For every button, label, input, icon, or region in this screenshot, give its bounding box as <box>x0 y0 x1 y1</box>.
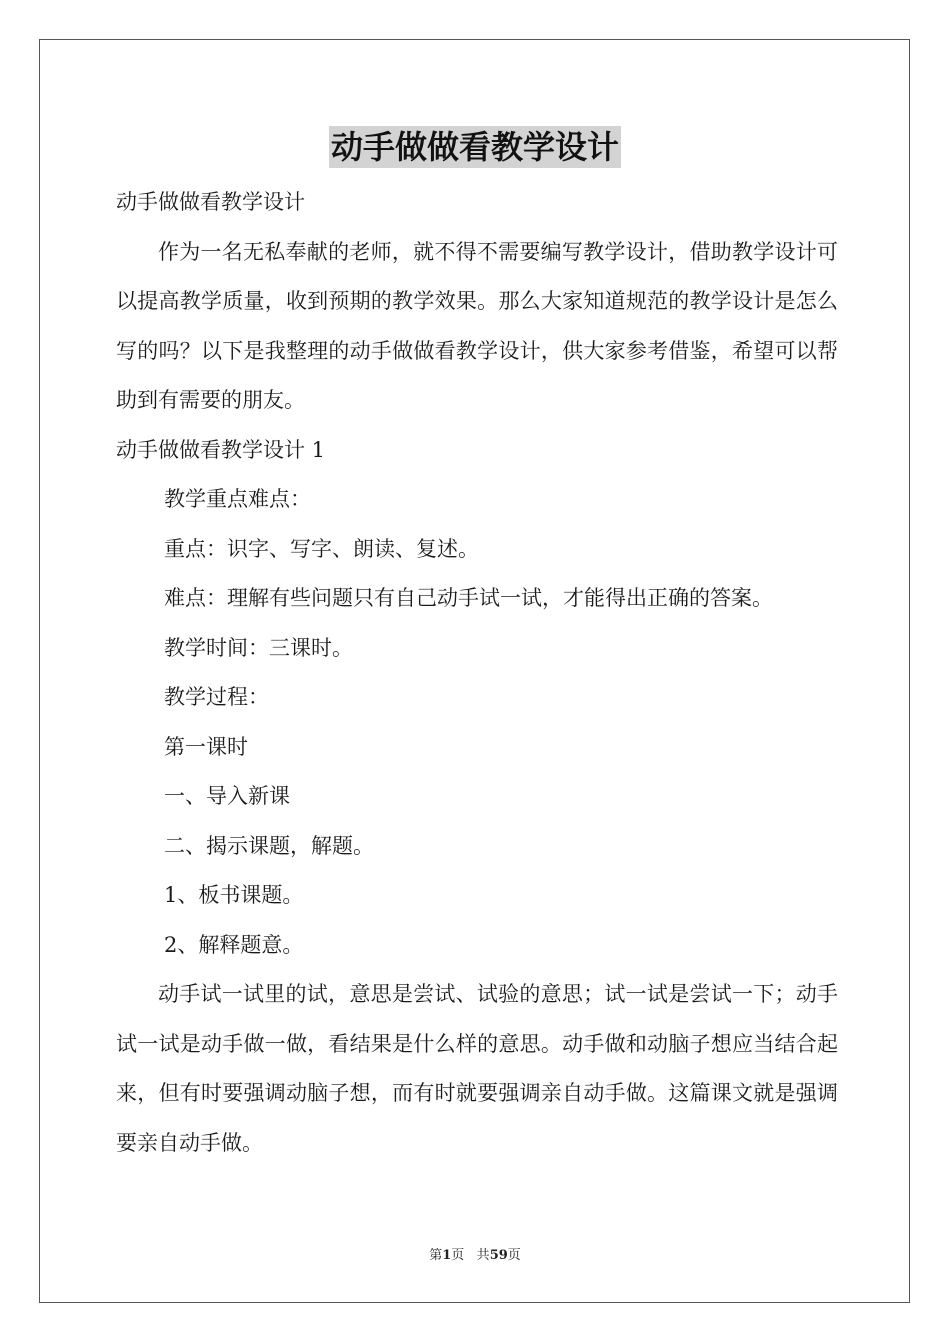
section-heading: 动手做做看教学设计 1 <box>116 437 326 462</box>
footer-page-number: 1 <box>442 1248 452 1263</box>
footer-prefix: 第 <box>429 1248 443 1263</box>
text-line: 难点：理解有些问题只有自己动手试一试，才能得出正确的答案。 <box>164 586 773 610</box>
footer-total-prefix: 共 <box>476 1248 490 1263</box>
document-title: 动手做做看教学设计 <box>330 128 619 166</box>
text-line: 重点：识字、写字、朗读、复述。 <box>164 536 479 561</box>
text-line: 一、导入新课 <box>164 784 290 808</box>
document-subtitle: 动手做做看教学设计 <box>116 190 305 214</box>
footer-page-suffix: 页 <box>451 1248 465 1263</box>
text-line: 教学时间：三课时。 <box>164 635 353 660</box>
footer-total-suffix: 页 <box>507 1248 521 1263</box>
text-line: 2、解释题意。 <box>164 932 304 957</box>
document-body <box>116 178 838 1168</box>
footer-total-pages: 59 <box>489 1248 508 1263</box>
title-area <box>0 126 950 168</box>
intro-paragraph: 作为一名无私奉献的老师，就不得不需要编写教学设计，借助教学设计可以提高教学质量，收到预期的教学效果。那么大家知道规范的教学设计是怎么写的吗？以下是我整理的动手做做看教学设计，供大家参考借鉴，希望可以帮助到有需要的朋友。 <box>116 239 838 412</box>
text-line: 第一课时 <box>164 734 248 759</box>
text-line: 教学重点难点： <box>164 487 311 511</box>
page-footer <box>0 1246 950 1266</box>
text-line: 1、板书课题。 <box>164 883 304 907</box>
text-line: 教学过程： <box>164 685 269 709</box>
text-line: 二、揭示课题，解题。 <box>164 833 374 858</box>
closing-paragraph: 动手试一试里的试，意思是尝试、试验的意思；试一试是尝试一下；动手试一试是动手做一做，看结果是什么样的意思。动手做和动脑子想应当结合起来，但有时要强调动脑子想，而有时就要强调亲自动手做。这篇课文就是强调要亲自动手做。 <box>116 982 838 1155</box>
